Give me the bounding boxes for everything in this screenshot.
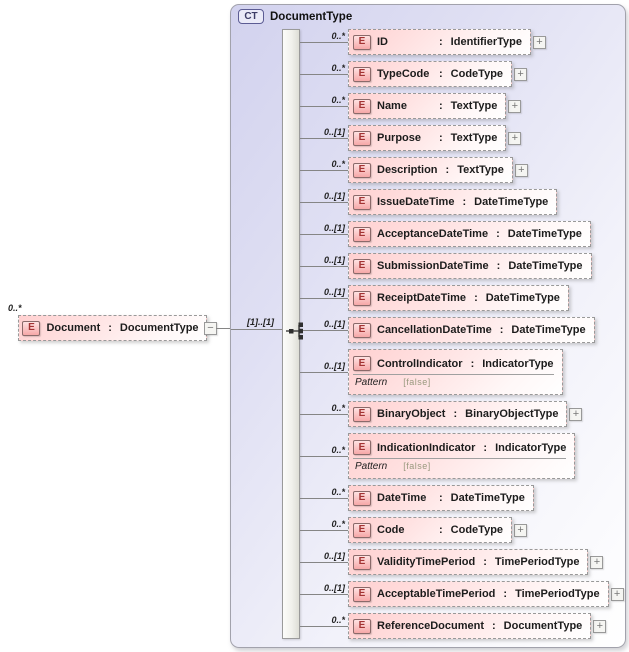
expand-toggle[interactable]: + — [514, 524, 527, 537]
element-type: TimePeriodType — [494, 556, 580, 568]
element-separator: : — [108, 322, 112, 334]
element-name: AcceptanceDateTime — [377, 228, 489, 240]
connector-line — [300, 93, 348, 119]
element-acceptabletimeperiod[interactable] — [348, 581, 609, 607]
element-icon: E — [353, 163, 371, 178]
element-code[interactable] — [348, 517, 512, 543]
connector-line — [300, 485, 348, 511]
element-name: ControlIndicator — [377, 357, 463, 370]
element-name: DateTime — [377, 492, 427, 504]
facet-name: Pattern — [355, 461, 388, 472]
connector-line — [300, 613, 348, 639]
element-type: DateTimeType — [474, 196, 549, 208]
cardinality-label: 0..* — [331, 31, 345, 41]
element-name: SubmissionDateTime — [377, 260, 489, 272]
facet-value: [false] — [403, 461, 431, 471]
element-row — [300, 285, 624, 311]
element-type: CodeType — [450, 68, 504, 80]
element-icon: E — [353, 440, 371, 455]
connector-line — [231, 329, 289, 330]
connector-line — [300, 581, 348, 607]
element-row — [300, 93, 624, 119]
collapse-toggle[interactable]: − — [204, 322, 217, 335]
cardinality-label: 0..[1] — [323, 223, 345, 233]
connector-line — [300, 189, 348, 215]
cardinality-label: 0..[1] — [323, 551, 345, 561]
element-type: DateTimeType — [450, 492, 525, 504]
element-row — [300, 581, 624, 607]
expand-toggle[interactable]: + — [514, 68, 527, 81]
element-icon: E — [353, 587, 371, 602]
element-description[interactable] — [348, 157, 513, 183]
element-row — [300, 349, 624, 395]
element-icon: E — [353, 131, 371, 146]
complextype-title: DocumentType — [270, 10, 353, 23]
expand-toggle[interactable]: + — [508, 132, 521, 145]
element-row — [300, 189, 624, 215]
element-row — [300, 317, 624, 343]
element-type: DateTimeType — [508, 260, 583, 272]
element-row — [300, 613, 624, 639]
element-name: BinaryObject — [377, 408, 446, 420]
element-separator: : — [439, 100, 443, 112]
element-issuedatetime[interactable] — [348, 189, 557, 215]
element-name[interactable] — [348, 93, 506, 119]
element-icon: E — [353, 555, 371, 570]
element-separator: : — [483, 556, 487, 568]
element-icon: E — [353, 291, 371, 306]
element-separator: : — [439, 524, 443, 536]
connector-line — [300, 125, 348, 151]
element-name: IndicationIndicator — [377, 441, 476, 454]
connector-line — [216, 328, 231, 329]
element-row — [300, 157, 624, 183]
element-binaryobject[interactable] — [348, 401, 567, 427]
element-submissiondatetime[interactable] — [348, 253, 592, 279]
cardinality-label: 0..[1] — [323, 361, 345, 371]
complextype-badge: CT — [238, 9, 264, 24]
element-separator: : — [439, 492, 443, 504]
connector-line — [300, 157, 348, 183]
element-row — [300, 221, 624, 247]
expand-toggle[interactable]: + — [533, 36, 546, 49]
element-icon: E — [353, 523, 371, 538]
connector-line — [300, 517, 348, 543]
element-typecode[interactable] — [348, 61, 512, 87]
element-indicationindicator[interactable] — [348, 433, 575, 479]
element-icon: E — [353, 323, 371, 338]
element-icon: E — [353, 227, 371, 242]
root-cardinality-label: 0..* — [8, 303, 22, 313]
element-row — [300, 61, 624, 87]
cardinality-label: 0..* — [331, 615, 345, 625]
element-acceptancedatetime[interactable] — [348, 221, 591, 247]
expand-toggle[interactable]: + — [508, 100, 521, 113]
element-type: TextType — [457, 164, 504, 176]
element-row — [300, 433, 624, 479]
cardinality-label: 0..* — [331, 519, 345, 529]
element-type: DateTimeType — [485, 292, 560, 304]
element-name: IssueDateTime — [377, 196, 455, 208]
expand-toggle[interactable]: + — [611, 588, 624, 601]
element-type: BinaryObjectType — [465, 408, 559, 420]
element-row — [300, 253, 624, 279]
element-separator: : — [483, 441, 488, 454]
expand-toggle[interactable]: + — [569, 408, 582, 421]
element-separator: : — [496, 260, 501, 272]
element-type: TimePeriodType — [515, 588, 600, 600]
element-type: DateTimeType — [507, 228, 582, 240]
connector-line — [300, 253, 348, 279]
element-separator: : — [499, 324, 504, 336]
sequence-compositor-icon — [286, 320, 308, 342]
cardinality-label: 0..* — [331, 403, 345, 413]
complextype-container — [230, 4, 626, 648]
element-name: ID — [377, 36, 388, 48]
connector-line — [300, 221, 348, 247]
element-separator: : — [462, 196, 467, 208]
cardinality-label: 0..[1] — [323, 287, 345, 297]
cardinality-label: 0..[1] — [323, 255, 345, 265]
element-validitytimeperiod[interactable] — [348, 549, 588, 575]
element-purpose[interactable] — [348, 125, 506, 151]
element-icon: E — [353, 407, 371, 422]
element-type: DocumentType — [503, 620, 583, 632]
element-separator: : — [503, 588, 508, 600]
element-separator: : — [439, 68, 443, 80]
element-separator: : — [439, 36, 443, 48]
element-type: TextType — [450, 132, 498, 144]
element-separator: : — [445, 164, 450, 176]
cardinality-label: 0..[1] — [323, 191, 345, 201]
element-name: ValidityTimePeriod — [377, 556, 476, 568]
connector-line — [300, 433, 348, 479]
element-name: ReferenceDocument — [377, 620, 484, 632]
element-row — [300, 517, 624, 543]
element-separator: : — [470, 357, 475, 370]
element-referencedocument[interactable] — [348, 613, 591, 639]
element-separator: : — [491, 620, 496, 632]
element-rows — [300, 29, 624, 645]
pattern-facet — [353, 374, 554, 388]
element-name: TypeCode — [377, 68, 430, 80]
element-type: IndicatorType — [482, 357, 554, 370]
element-row — [300, 549, 624, 575]
expand-toggle[interactable]: + — [515, 164, 528, 177]
element-separator: : — [496, 228, 500, 240]
element-type: IdentifierType — [450, 36, 522, 48]
pattern-facet — [353, 458, 566, 472]
connector-line — [300, 349, 348, 395]
element-icon: E — [353, 619, 371, 634]
element-separator: : — [453, 408, 458, 420]
complextype-header — [238, 9, 352, 24]
element-name: Name — [377, 100, 407, 112]
element-icon: E — [353, 195, 371, 210]
connector-line — [300, 549, 348, 575]
element-name: CancellationDateTime — [377, 324, 492, 336]
cardinality-label: 0..* — [331, 159, 345, 169]
element-receiptdatetime[interactable] — [348, 285, 569, 311]
cardinality-label: 0..* — [331, 487, 345, 497]
connector-line — [300, 285, 348, 311]
element-name: Code — [377, 524, 405, 536]
cardinality-label: 0..[1] — [323, 583, 345, 593]
element-separator: : — [439, 132, 443, 144]
element-name: Document — [46, 322, 101, 334]
connection-cardinality-label: [1]..[1] — [247, 317, 274, 327]
connector-line — [300, 29, 348, 55]
connector-line — [300, 401, 348, 427]
cardinality-label: 0..[1] — [323, 319, 345, 329]
expand-toggle[interactable]: + — [590, 556, 603, 569]
element-row — [300, 125, 624, 151]
cardinality-label: 0..* — [331, 95, 345, 105]
element-icon: E — [353, 99, 371, 114]
element-row — [300, 29, 624, 55]
facet-name: Pattern — [355, 377, 388, 388]
element-controlindicator[interactable] — [348, 349, 563, 395]
connector-line — [300, 61, 348, 87]
element-row — [300, 485, 624, 511]
cardinality-label: 0..* — [331, 445, 345, 455]
element-row — [300, 401, 624, 427]
element-icon: E — [22, 321, 40, 336]
element-name: Description — [377, 164, 438, 176]
element-icon: E — [353, 491, 371, 506]
element-icon: E — [353, 35, 371, 50]
element-name: Purpose — [377, 132, 422, 144]
expand-toggle[interactable]: + — [593, 620, 606, 633]
element-type: IndicatorType — [495, 441, 567, 454]
element-type: DocumentType — [119, 322, 199, 334]
element-name: ReceiptDateTime — [377, 292, 467, 304]
element-datetime[interactable] — [348, 485, 534, 511]
element-icon: E — [353, 356, 371, 371]
element-icon: E — [353, 259, 371, 274]
cardinality-label: 0..* — [331, 63, 345, 73]
cardinality-label: 0..[1] — [323, 127, 345, 137]
element-icon: E — [353, 67, 371, 82]
element-type: CodeType — [450, 524, 504, 536]
element-type: DateTimeType — [511, 324, 586, 336]
element-name: AcceptableTimePeriod — [377, 588, 496, 600]
facet-value: [false] — [403, 377, 431, 387]
element-id[interactable] — [348, 29, 531, 55]
element-document[interactable] — [18, 315, 207, 341]
element-type: TextType — [450, 100, 498, 112]
element-separator: : — [474, 292, 478, 304]
element-cancellationdatetime[interactable] — [348, 317, 595, 343]
